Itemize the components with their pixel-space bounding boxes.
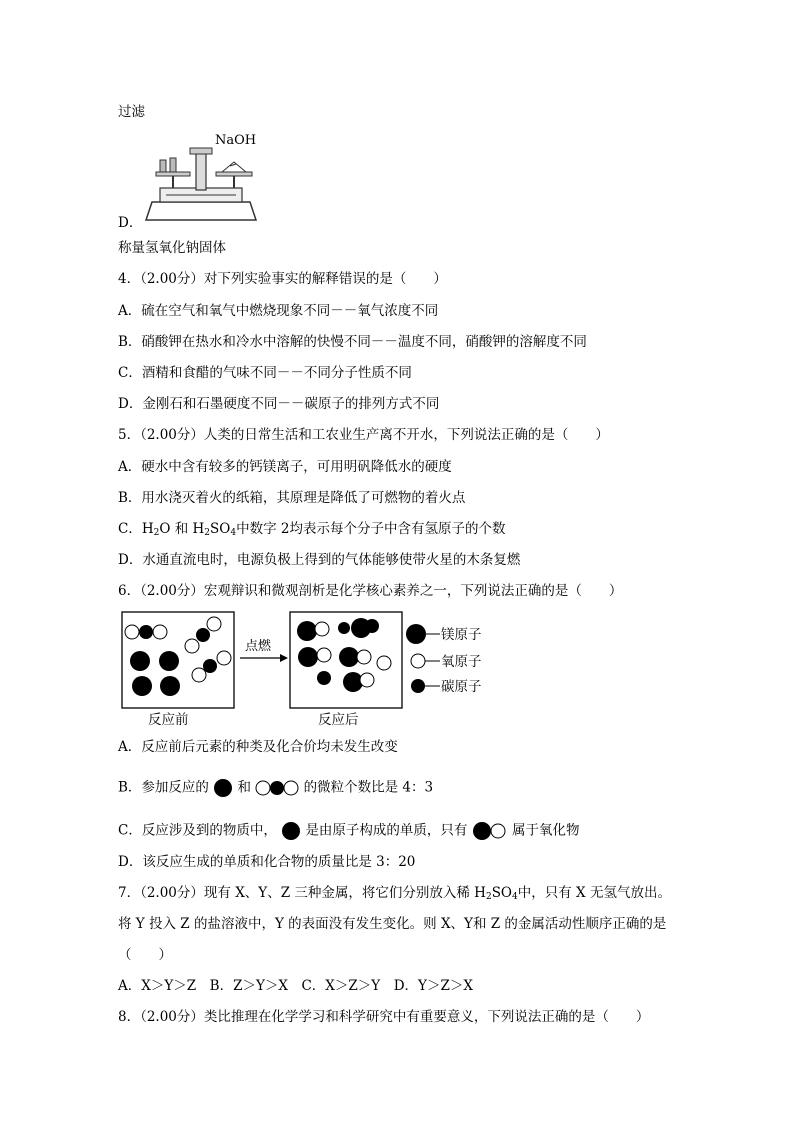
q7-stem: 7．（2.00分）现有 X、Y、Z 三种金属，将它们分别放入稀 $H_2SO_4$中，只有 X 无氢气放出。 <box>118 885 671 902</box>
q6-stem: 6．（2.00分）宏观辩识和微观剖析是化学核心素养之一，下列说法正确的是（ ） <box>118 583 623 599</box>
q5-stem: 5．（2.00分）人类的日常生活和工农业生产离不开水，下列说法正确的是（ ） <box>118 427 609 443</box>
legend-o: 氧原子 <box>441 654 482 670</box>
q5-option-c: C．$H_2O$ 和 $H_2SO_4$中数字 2均表示每个分子中含有氢原子的个数 <box>118 521 506 538</box>
q6-option-c: C．反应涉及到的物质中， 是由原子构成的单质，只有 属于氧化物 <box>118 820 580 842</box>
q4-stem: 4．（2.00分）对下列实验事实的解释错误的是（ ） <box>118 271 447 287</box>
q7-options: A．X＞Y＞Z B．Z＞Y＞X C．X＞Z＞Y D．Y＞Z＞X <box>118 978 473 994</box>
legend-c: 碳原子 <box>441 679 482 695</box>
q8-stem: 8．（2.00分）类比推理在化学学习和科学研究中有重要意义，下列说法正确的是（ ） <box>118 1009 650 1025</box>
option-d-caption: 称量氢氧化钠固体 <box>118 240 226 256</box>
q4-option-a: A．硫在空气和氧气中燃烧现象不同－－氧气浓度不同 <box>118 303 439 319</box>
q5-option-b: B．用水浇灭着火的纸箱，其原理是降低了可燃物的着火点 <box>118 490 466 506</box>
q4-option-b: B．硝酸钾在热水和冷水中溶解的快慢不同－－温度不同，硝酸钾的溶解度不同 <box>118 334 587 350</box>
after-label: 反应后 <box>318 712 359 728</box>
q4-option-d: D．金刚石和石墨硬度不同－－碳原子的排列方式不同 <box>118 396 440 412</box>
q6-option-d: D．该反应生成的单质和化合物的质量比是 3：20 <box>118 854 416 870</box>
arrow-label: 点燃 <box>245 639 272 654</box>
q7-line3: （ ） <box>118 947 172 963</box>
q7-line2: 将 Y 投入 Z 的盐溶液中，Y 的表面没有发生变化。则 X、Y和 Z 的金属活动性顺序正确的是 <box>118 916 667 932</box>
mg-atom-icon <box>213 778 233 798</box>
q6-option-b: B．参加反应的 和 的微粒个数比是 4：3 <box>118 778 433 798</box>
q5-option-a: A．硬水中含有较多的钙镁离子，可用明矾降低水的硬度 <box>118 459 452 475</box>
reaction-diagram <box>110 606 510 734</box>
balance-illustration <box>140 128 260 224</box>
co2-molecule-icon <box>255 778 299 798</box>
option-text-filter: 过滤 <box>118 104 145 120</box>
q6-option-a: A．反应前后元素的种类及化合价均未发生改变 <box>118 739 398 755</box>
before-label: 反应前 <box>148 712 189 728</box>
q4-option-c: C．酒精和食醋的气味不同－－不同分子性质不同 <box>118 365 412 381</box>
mg-atom-icon <box>281 821 301 841</box>
option-label-d: D． <box>118 215 143 231</box>
mgo-molecule-icon <box>472 820 508 842</box>
legend-mg: 镁原子 <box>441 627 482 643</box>
q5-option-d: D．水通直流电时，电源负极上得到的气体能够使带火星的木条复燃 <box>118 552 521 568</box>
naoh-label: NaOH <box>215 133 257 148</box>
